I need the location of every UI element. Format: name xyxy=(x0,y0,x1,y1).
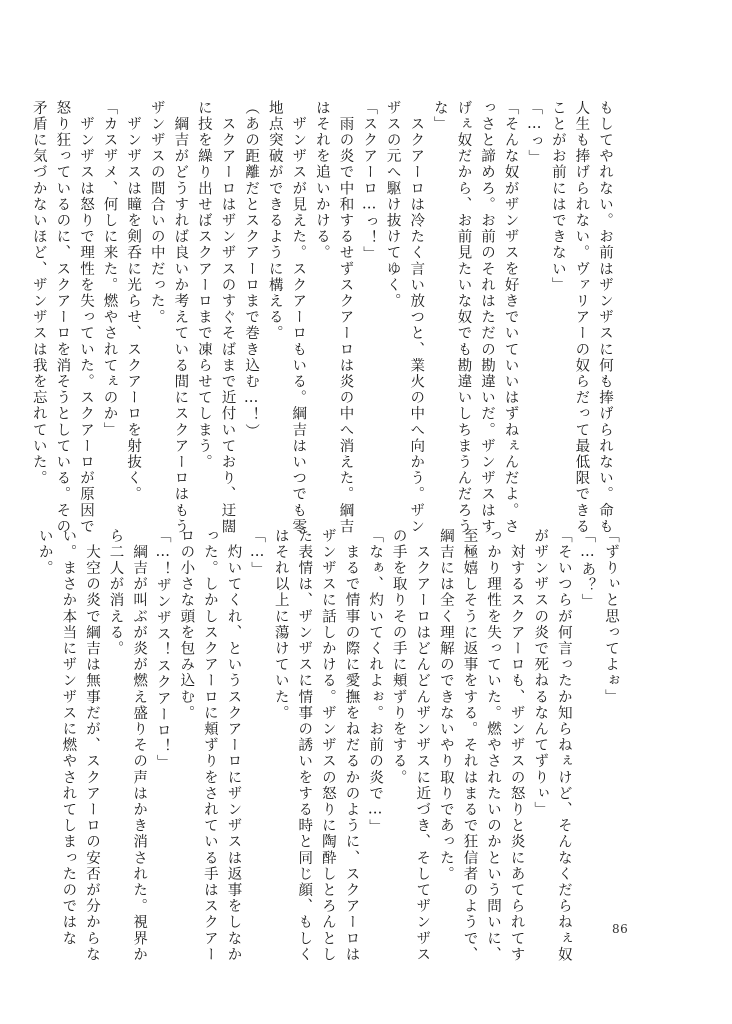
text-line: 「…！ザンザス！スクアーロ！」 xyxy=(154,528,171,771)
text-line: 人生も捧げられない。ヴァリアーの奴らだって最低限できる xyxy=(573,100,590,535)
text-line: 「そんな奴がザンザスを好きでいていいはずねぇんだよ。さ xyxy=(502,100,519,535)
text-line: がザンザスの炎で死ねるなんてずりぃ」 xyxy=(532,528,549,818)
text-line: 雨の炎で中和するせずスクアーロは炎の中へ消えた。綱吉 xyxy=(337,100,354,535)
text-line: 「そいつらが何言ったか知らねぇけど、そんなくだらねぇ奴 xyxy=(555,528,572,963)
text-line: 「なぁ、灼いてくれよぉ。お前の炎で…」 xyxy=(367,528,384,836)
text-line: た表情は、ザンザスに情事の誘いをする時と同じ顔、もしく xyxy=(296,528,313,963)
text-line: 「…っ」 xyxy=(526,100,543,166)
text-line: 至極嬉しそうに返事をする。それはまるで狂信者のようで、 xyxy=(461,528,478,963)
text-line: 「カスザメ、何しに来た。燃やされてぇのか」 xyxy=(101,100,118,439)
text-line: っかり理性を失っていた。燃やされたいのかという問いに、 xyxy=(485,528,502,963)
text-block-top xyxy=(30,100,616,535)
text-line: （あの距離だとスクアーロまで巻き込む…！） xyxy=(243,100,260,440)
text-line: い。まさか本当にザンザスに燃やされてしまったのではな xyxy=(60,528,77,947)
text-line: はそれ以上に蕩けていた。 xyxy=(272,528,289,722)
text-line: いか。 xyxy=(36,528,53,577)
text-line: っさと諦めろ。お前のそれはただの勘違いだ。ザンザスはす xyxy=(479,100,496,535)
page-number: 86 xyxy=(612,922,629,936)
text-line: 「ずりぃと思ってよぉ」 xyxy=(603,528,619,706)
text-line: ザスの元へ駆け抜けてゆく。 xyxy=(384,100,401,310)
text-line: に技を繰り出せばスクアーロまで凍らせてしまう。 xyxy=(195,100,212,471)
text-line: ことがお前にはできない」 xyxy=(549,100,566,294)
text-line: 大空の炎で綱吉は無事だが、スクアーロの安否が分からな xyxy=(83,528,100,963)
text-line: 灼いてくれ、というスクアーロにザンザスは返事をしなか xyxy=(225,528,242,963)
text-line: ザンザスが見えた。スクアーロもいる。綱吉はいつでも零 xyxy=(290,100,307,535)
text-line: スクアーロは冷たく言い放つと、業火の中へ向かう。ザン xyxy=(408,100,425,535)
text-line: ロの小さな頭を包み込む。 xyxy=(178,528,195,722)
text-line: 地点突破ができるように構える。 xyxy=(266,100,283,342)
text-line: 「スクアーロ…っ！」 xyxy=(361,100,378,263)
text-line: った。しかしスクアーロに頬ずりをされている手はスクアー xyxy=(201,528,218,963)
text-line: ら二人が消える。 xyxy=(107,528,124,657)
text-line: もしてやれない。お前はザンザスに何も捧げられない。命も xyxy=(597,100,613,535)
text-line: な」 xyxy=(431,100,448,133)
text-line: 綱吉がどうすれば良いか考えている間にスクアーロはもう xyxy=(172,100,189,535)
text-line: 「…」 xyxy=(249,528,266,578)
text-line: 「…あ？」 xyxy=(579,528,596,610)
text-line: ザンザスは怒りで理性を失っていた。スクアーロが原因で xyxy=(77,100,94,535)
text-line: 綱吉が叫ぶが炎が燃え盛りその声はかき消された。視界か xyxy=(131,528,148,963)
text-line: ザンザスの間合いの中だった。 xyxy=(148,100,165,326)
text-line: まるで情事の際に愛撫をねだるかのように、スクアーロは xyxy=(343,528,360,963)
text-line: げぇ奴だから、お前見たいな奴でも勘違いしちまうんだろう xyxy=(455,100,472,535)
text-line: ザンザスは瞳を剣呑に光らせ、スクアーロを射抜く。 xyxy=(125,100,142,503)
text-line: 怒り狂っているのに、スクアーロを消そうとしている。その xyxy=(54,100,71,535)
text-line: 綱吉には全く理解のできないやり取りであった。 xyxy=(437,528,454,883)
text-line: 対するスクアーロも、ザンザスの怒りと炎にあてられてす xyxy=(508,528,525,963)
text-line: 矛盾に気づかないほど、ザンザスは我を忘れていた。 xyxy=(30,100,47,487)
text-line: スクアーロはどんどんザンザスに近づき、そしてザンザス xyxy=(414,528,431,963)
text-line: スクアーロはザンザスのすぐそばまで近付いており、迂闊 xyxy=(219,100,236,535)
text-line: の手を取りその手に頬ずりをする。 xyxy=(390,528,407,786)
text-line: ザンザスに話しかける。ザンザスの怒りに陶酔しとろんとし xyxy=(319,528,336,963)
text-line: はそれを追いかける。 xyxy=(313,100,330,261)
